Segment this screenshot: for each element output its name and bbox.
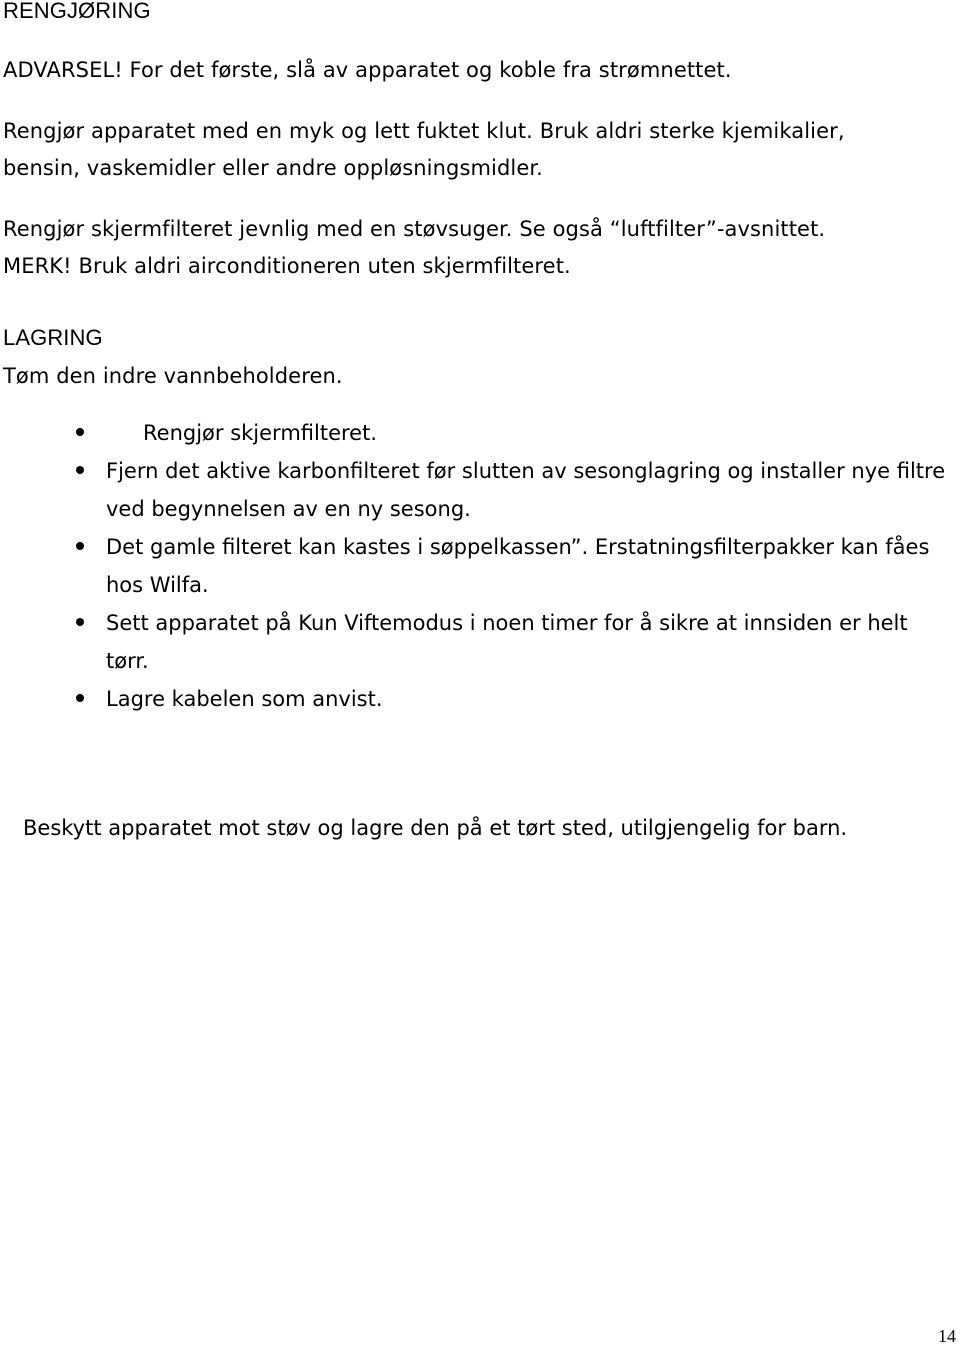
storage-intro: Tøm den indre vannbeholderen. — [3, 364, 343, 388]
list-item-text: Det gamle filteret kan kastes i søppelkassen”. Erstatningsfilterpakker kan fåes hos Wilfa. — [106, 535, 930, 597]
list-item-text: Lagre kabelen som anvist. — [106, 687, 383, 711]
storage-bullet-list — [0, 414, 960, 718]
cleaning-heading: RENGJØRING — [3, 0, 151, 23]
bullet-icon — [76, 694, 84, 702]
list-item-text: Fjern det aktive karbonfilteret før slutten av sesonglagring og installer nye filtre ved begynnelsen av en ny sesong. — [106, 459, 946, 521]
list-item — [0, 452, 946, 528]
storage-heading: LAGRING — [3, 325, 103, 350]
storage-closing-note: Beskytt apparatet mot støv og lagre den på et tørt sted, utilgjengelig for barn. — [23, 816, 848, 840]
page-number: 14 — [938, 1326, 956, 1346]
cleaning-paragraph-2-line-2: MERK! Bruk aldri airconditioneren uten skjermfilteret. — [3, 254, 571, 278]
bullet-icon — [76, 618, 84, 626]
bullet-icon — [76, 466, 84, 474]
bullet-icon — [76, 542, 84, 550]
list-item — [0, 680, 946, 718]
cleaning-paragraph-1-line-1: Rengjør apparatet med en myk og lett fuktet klut. Bruk aldri sterke kjemikalier, — [3, 119, 845, 143]
list-item — [0, 604, 946, 680]
cleaning-warning: ADVARSEL! For det første, slå av apparatet og koble fra strømnettet. — [3, 58, 732, 82]
cleaning-paragraph-1-line-2: bensin, vaskemidler eller andre oppløsningsmidler. — [3, 156, 543, 180]
bullet-icon — [76, 428, 84, 436]
cleaning-paragraph-2-line-1: Rengjør skjermfilteret jevnlig med en støvsuger. Se også “luftfilter”-avsnittet. — [3, 217, 826, 241]
list-item-text: Sett apparatet på Kun Viftemodus i noen timer for å sikre at innsiden er helt tørr. — [106, 611, 908, 673]
list-item — [0, 414, 960, 452]
list-item-text: Rengjør skjermfilteret. — [143, 421, 377, 445]
list-item — [0, 528, 946, 604]
